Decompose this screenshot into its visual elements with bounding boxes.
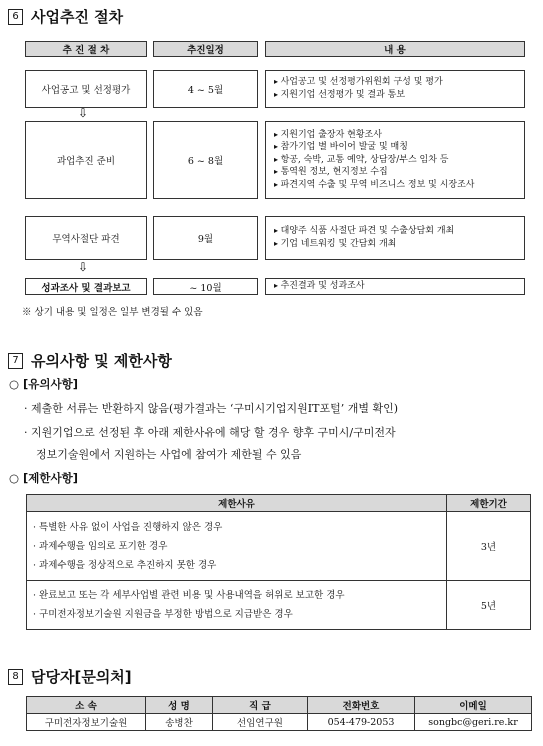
restrict-heading: ○ [제한사항]	[9, 471, 78, 485]
section-title: 사업추진 절차	[31, 8, 124, 26]
table-header: 성 명	[146, 697, 213, 714]
position-cell: 선임연구원	[213, 714, 308, 731]
list-item: ▸ 지원기업 출장자 현황조사	[274, 129, 474, 142]
table-row	[27, 581, 531, 630]
section-7-heading	[8, 350, 172, 371]
table-header-contents: 내 용	[265, 41, 525, 57]
schedule-cell: 6 ~ 8월	[153, 121, 258, 199]
contents-cell	[265, 278, 525, 295]
reason-line: · 과제수행을 정상적으로 추진하지 못한 경우	[33, 559, 217, 571]
list-item: ▸ 사업공고 및 선정평가위원회 구성 및 평가	[274, 76, 443, 89]
reason-line: · 구미전자정보기술원 지원금을 부정한 방법으로 지급받은 경우	[33, 609, 293, 620]
affiliation-cell: 구미전자정보기술원	[27, 714, 146, 731]
down-arrow-icon: ⇩	[78, 106, 89, 120]
contents-cell	[265, 70, 525, 108]
table-row	[27, 512, 531, 581]
table-header: 소 속	[27, 697, 146, 714]
section-number-box: 8	[8, 669, 23, 685]
table-header: 이메일	[415, 697, 532, 714]
section-title: 유의사항 및 제한사항	[31, 352, 172, 370]
schedule-cell: ~ 10월	[153, 278, 258, 295]
reason-line: · 과제수행을 임의로 포기한 경우	[33, 540, 168, 552]
list-item: ▸ 통역원 정보, 현지정보 수집	[274, 166, 474, 179]
step-cell: 사업공고 및 선정평가	[25, 70, 147, 108]
contents-list	[274, 225, 454, 250]
schedule-note: ※ 상기 내용 및 일정은 일부 변경될 수 있음	[22, 307, 203, 318]
contact-table	[26, 696, 532, 731]
notice-line: 정보기술원에서 지원하는 사업에 참여가 제한될 수 있음	[36, 448, 302, 461]
contents-list	[274, 76, 443, 101]
schedule-cell: 9월	[153, 216, 258, 260]
notice-line: · 지원기업으로 선정된 후 아래 제한사유에 해당 할 경우 향후 구미시/구미전자	[24, 426, 396, 439]
notice-heading: ○ [유의사항]	[9, 377, 78, 391]
section-number-box: 7	[8, 353, 23, 369]
contents-list	[274, 129, 474, 192]
reason-line: · 완료보고 또는 각 세부사업별 관련 비용 및 사용내역을 허위로 보고한 경우	[33, 590, 345, 601]
list-item: ▸ 참가기업 별 바이어 발굴 및 매칭	[274, 141, 474, 154]
phone-cell: 054-479-2053	[308, 714, 415, 731]
down-arrow-icon: ⇩	[78, 260, 89, 274]
step-cell: 무역사절단 파견	[25, 216, 147, 260]
table-header: 제한기간	[447, 495, 531, 512]
contents-cell	[265, 121, 525, 199]
contents-cell	[265, 216, 525, 260]
section-number-box: 6	[8, 9, 23, 25]
period-cell: 3년	[447, 512, 531, 581]
period-cell: 5년	[447, 581, 531, 630]
table-header-schedule: 추진일정	[153, 41, 258, 57]
table-header-step: 추 진 절 차	[25, 41, 147, 57]
contents-list	[274, 280, 365, 293]
step-cell: 과업추진 준비	[25, 121, 147, 199]
table-header: 전화번호	[308, 697, 415, 714]
section-8-heading	[8, 666, 132, 687]
reason-cell	[27, 581, 447, 630]
schedule-cell: 4 ~ 5월	[153, 70, 258, 108]
table-header: 직 급	[213, 697, 308, 714]
section-6-heading	[8, 6, 123, 27]
list-item: ▸ 기업 네트워킹 및 간담회 개최	[274, 238, 454, 251]
name-cell: 송병찬	[146, 714, 213, 731]
table-row	[27, 714, 532, 731]
list-item: ▸ 지원기업 선정평가 및 결과 통보	[274, 89, 443, 102]
list-item: ▸ 파견지역 수출 및 무역 비즈니스 정보 및 시장조사	[274, 179, 474, 192]
list-item: ▸ 대양주 식품 사절단 파견 및 수출상담회 개최	[274, 225, 454, 238]
email-link[interactable]: songbc@geri.re.kr	[415, 714, 532, 731]
restriction-table	[26, 494, 531, 630]
reason-line: · 특별한 사유 없이 사업을 진행하지 않은 경우	[33, 521, 223, 533]
table-header: 제한사유	[27, 495, 447, 512]
step-cell: 성과조사 및 결과보고	[25, 278, 147, 295]
section-title: 담당자[문의처]	[31, 668, 132, 686]
list-item: ▸ 추진결과 및 성과조사	[274, 280, 365, 293]
list-item: ▸ 항공, 숙박, 교통 예약, 상담장/부스 임차 등	[274, 154, 474, 167]
notice-line: · 제출한 서류는 반환하지 않음(평가결과는 ‘구미시기업지원IT포털’ 개별 확인)	[24, 402, 399, 415]
reason-cell	[27, 512, 447, 581]
